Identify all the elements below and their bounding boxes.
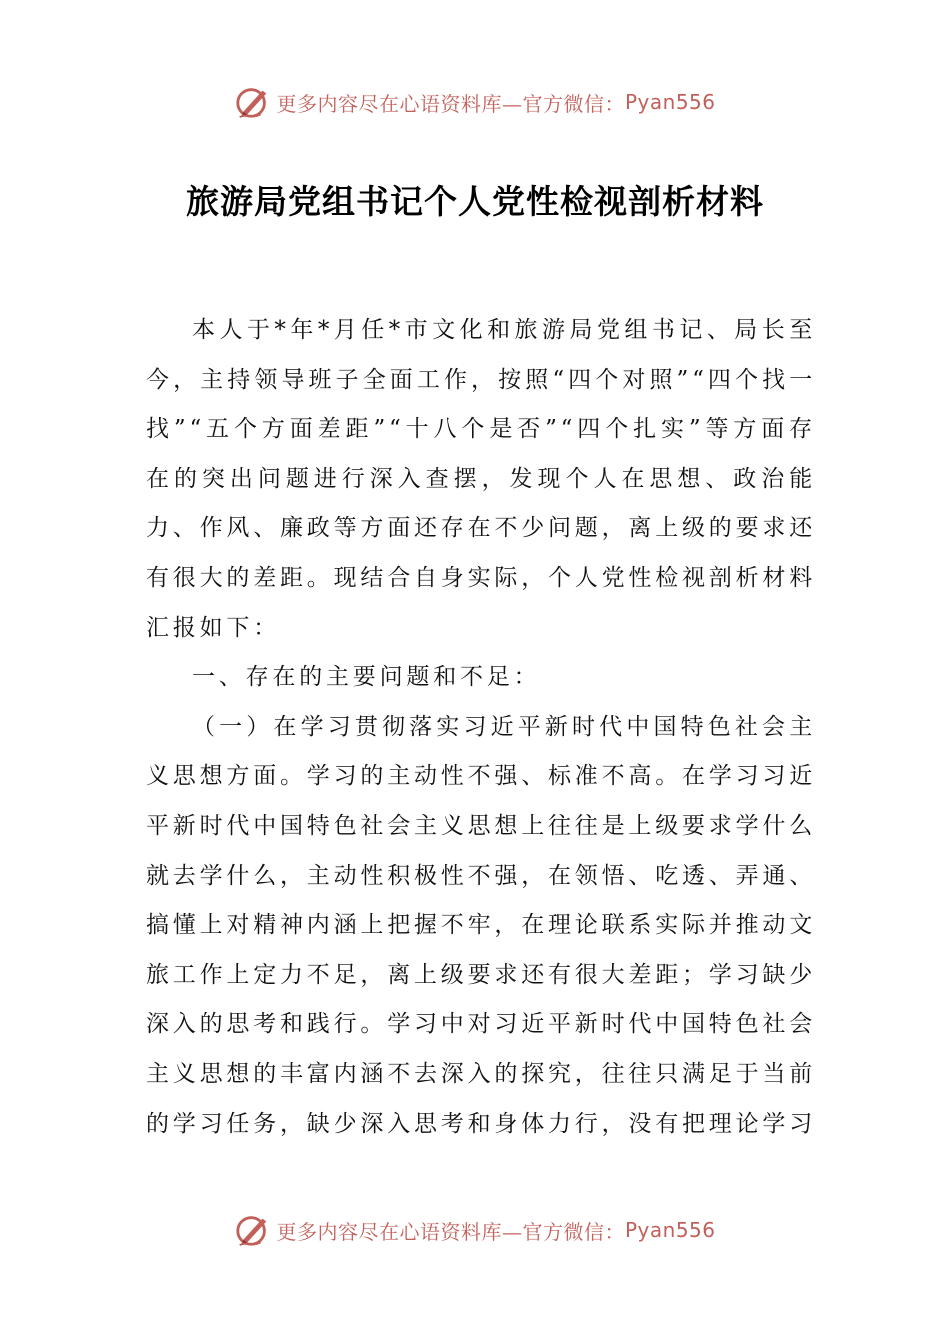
pen-circle-logo-icon [234, 1211, 272, 1249]
watermark-brand: Pyan556 [624, 1218, 716, 1242]
watermark-text: 更多内容尽在心语资料库—官方微信： [276, 1219, 625, 1244]
watermark-brand: Pyan556 [624, 90, 716, 114]
pen-circle-logo-icon [234, 83, 272, 121]
document-title: 旅游局党组书记个人党性检视剖析材料 [186, 182, 764, 221]
watermark-footer [0, 1210, 950, 1250]
paragraph-item-1: （一）在学习贯彻落实习近平新时代中国特色社会主义思想方面。学习的主动性不强、标准不高。在学习习近平新时代中国特色社会主义思想上往往是上级要求学什么就去学什么，主动性积极性不强，在领悟、吃透、弄通、搞懂上对精神内涵上把握不牢，在理论联系实际并推动文旅工作上定力不足，离上级要求还有很大差距；学习缺少深入的思考和践行。学习中对习近平新时代中国特色社会主义思想的丰富内涵不去深入的探究，往往只满足于当前的学习任务，缺少深入思考和身体力行，没有把理论学习 [146, 713, 816, 1137]
document-body [146, 306, 816, 1149]
section-heading: 一、存在的主要问题和不足： [192, 664, 541, 691]
watermark-header [0, 82, 950, 122]
paragraph-intro: 本人于*年*月任*市文化和旅游局党组书记、局长至今，主持领导班子全面工作，按照“四个对照”“四个找一找”“五个方面差距”“十八个是否”“四个扎实”等方面存在的突出问题进行深入查摆，发现个人在思想、政治能力、作风、廉政等方面还存在不少问题，离上级的要求还有很大的差距。现结合自身实际，个人党性检视剖析材料汇报如下： [146, 317, 816, 641]
watermark-text: 更多内容尽在心语资料库—官方微信： [276, 91, 625, 116]
